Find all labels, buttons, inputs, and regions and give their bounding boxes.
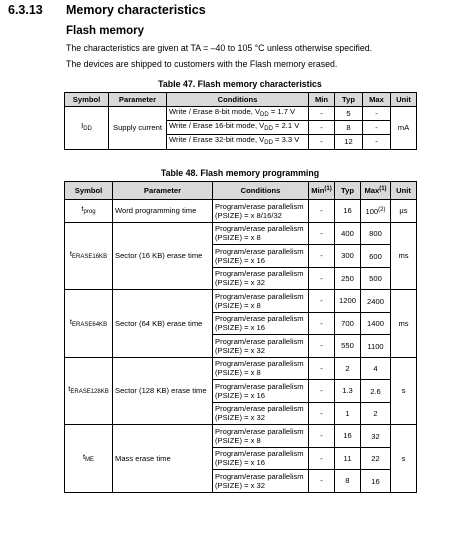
parameter-cell: Word programming time	[113, 200, 213, 223]
typ-cell: 12	[335, 135, 363, 149]
max-cell	[361, 357, 391, 380]
typ-cell: 8	[335, 121, 363, 135]
conditions-cell	[213, 245, 309, 268]
typ-cell: 1200	[335, 290, 361, 313]
max-value: 22	[371, 454, 380, 464]
parameter-cell: Sector (16 KB) erase time	[113, 222, 213, 290]
min-cell: -	[309, 380, 335, 403]
conditions-line1: Program/erase parallelism	[215, 336, 304, 346]
conditions-cell	[213, 380, 309, 403]
conditions-line1: Program/erase parallelism	[215, 449, 304, 459]
header-parameter: Parameter	[109, 93, 167, 107]
conditions-line2: (PSIZE) = x 8	[215, 233, 261, 243]
header-unit: Unit	[391, 93, 417, 107]
table-row	[65, 290, 417, 313]
table-row	[65, 107, 417, 121]
typ-cell: 250	[335, 267, 361, 290]
max-value: 100	[365, 206, 379, 216]
conditions-text: Write / Erase 16-bit mode, V	[169, 121, 265, 131]
conditions-sub: DD	[264, 126, 273, 133]
typ-cell: 8	[335, 470, 361, 493]
max-cell: -	[363, 107, 391, 121]
conditions-text: Write / Erase 8-bit mode, V	[169, 107, 261, 116]
conditions-line1: Program/erase parallelism	[215, 269, 304, 279]
unit-cell: ms	[391, 222, 417, 290]
symbol-sub: ME	[85, 456, 95, 463]
typ-cell: 2	[335, 357, 361, 380]
min-cell: -	[309, 425, 335, 448]
conditions-line2: (PSIZE) = x 32	[215, 480, 266, 490]
conditions-line1: Program/erase parallelism	[215, 224, 304, 234]
header-max: Max$^{(1)}$	[361, 182, 391, 200]
conditions-cell	[213, 447, 309, 470]
max-value: 500	[369, 274, 382, 284]
table-row	[65, 357, 417, 380]
conditions-line1: Program/erase parallelism	[215, 246, 304, 256]
table-row	[65, 425, 417, 448]
min-cell: -	[309, 290, 335, 313]
symbol-base: I	[81, 121, 84, 131]
symbol-sub: ERASE128KB	[70, 389, 109, 396]
conditions-cell	[213, 425, 309, 448]
header-max-note: (1)	[379, 186, 387, 193]
parameter-cell: Supply current	[109, 107, 167, 150]
typ-cell: 16	[335, 200, 361, 223]
header-parameter: Parameter	[113, 182, 213, 200]
conditions-sub: DD	[260, 112, 269, 118]
flash-programming-table	[64, 181, 417, 493]
conditions-line2: (PSIZE) = x 16	[215, 323, 266, 333]
symbol-cell	[65, 425, 113, 493]
conditions-line2: (PSIZE) = x 16	[215, 458, 266, 468]
max-value: 800	[369, 229, 382, 239]
conditions-cell	[213, 402, 309, 425]
symbol-cell	[65, 200, 113, 223]
max-cell	[361, 245, 391, 268]
unit-cell: s	[391, 357, 417, 425]
parameter-cell: Sector (128 KB) erase time	[113, 357, 213, 425]
conditions-cell	[213, 200, 309, 223]
max-cell: -	[363, 135, 391, 149]
conditions-line1: Program/erase parallelism	[215, 314, 304, 324]
min-cell: -	[309, 245, 335, 268]
conditions-cell	[167, 107, 309, 121]
symbol-sub: prog	[83, 209, 96, 216]
max-cell	[361, 267, 391, 290]
symbol-base: t	[82, 451, 86, 461]
symbol-sub: DD	[83, 126, 92, 133]
unit-cell: mA	[391, 107, 417, 150]
conditions-line2: (PSIZE) = x 8	[215, 435, 261, 445]
conditions-tail: = 3.3 V	[272, 135, 300, 145]
conditions-line2: (PSIZE) = x 32	[215, 278, 266, 288]
header-unit: Unit	[391, 182, 417, 200]
typ-cell: 400	[335, 222, 361, 245]
table-header-row	[65, 93, 417, 107]
conditions-line1: Program/erase parallelism	[215, 381, 304, 391]
conditions-line2: (PSIZE) = x 8/16/32	[215, 210, 282, 220]
parameter-cell: Mass erase time	[113, 425, 213, 493]
max-value: 2.6	[370, 386, 381, 396]
header-min: Min	[309, 93, 335, 107]
conditions-cell	[213, 267, 309, 290]
header-max: Max	[363, 93, 391, 107]
max-value: 32	[371, 431, 380, 441]
max-cell	[361, 380, 391, 403]
typ-cell: 550	[335, 335, 361, 358]
table-row	[65, 222, 417, 245]
paragraph-shipping: The devices are shipped to customers with the Flash memory erased.	[66, 59, 338, 69]
table47-caption: Table 47. Flash memory characteristics	[158, 79, 322, 89]
min-cell: -	[309, 470, 335, 493]
conditions-cell	[213, 222, 309, 245]
conditions-line2: (PSIZE) = x 8	[215, 300, 261, 310]
section-title: Memory characteristics	[66, 3, 206, 17]
unit-cell: ms	[391, 290, 417, 358]
max-cell	[361, 200, 391, 223]
conditions-line2: (PSIZE) = x 16	[215, 390, 266, 400]
min-cell: -	[309, 222, 335, 245]
min-cell: -	[309, 402, 335, 425]
conditions-line2: (PSIZE) = x 32	[215, 413, 266, 423]
symbol-base: t	[68, 384, 71, 394]
conditions-line2: (PSIZE) = x 8	[215, 368, 261, 378]
unit-cell: µs	[391, 200, 417, 223]
max-cell	[361, 222, 391, 245]
symbol-sub: ERASE16KB	[72, 254, 108, 261]
max-value: 2400	[367, 296, 384, 306]
typ-cell: 1	[335, 402, 361, 425]
max-cell	[361, 470, 391, 493]
symbol-base: t	[69, 316, 73, 326]
table-row	[65, 200, 417, 223]
section-number: 6.3.13	[8, 3, 43, 17]
section-heading	[8, 3, 206, 17]
header-typ: Typ	[335, 182, 361, 200]
max-value: 4	[373, 364, 378, 374]
symbol-cell	[65, 290, 113, 358]
conditions-line2: (PSIZE) = x 16	[215, 255, 266, 265]
header-conditions: Conditions	[213, 182, 309, 200]
max-cell	[361, 290, 391, 313]
conditions-line1: Program/erase parallelism	[215, 404, 304, 414]
conditions-cell	[213, 290, 309, 313]
parameter-cell: Sector (64 KB) erase time	[113, 290, 213, 358]
symbol-cell	[65, 107, 109, 150]
typ-cell: 5	[335, 107, 363, 121]
max-value: 16	[371, 476, 380, 486]
max-value: 1100	[367, 341, 384, 351]
min-cell: -	[309, 267, 335, 290]
conditions-text: Write / Erase 32-bit mode, V	[169, 135, 265, 145]
conditions-line1: Program/erase parallelism	[215, 201, 304, 211]
min-cell: -	[309, 312, 335, 335]
min-cell: -	[309, 200, 335, 223]
header-symbol: Symbol	[65, 182, 113, 200]
min-cell: -	[309, 335, 335, 358]
typ-cell: 1.3	[335, 380, 361, 403]
conditions-line1: Program/erase parallelism	[215, 471, 304, 481]
symbol-cell	[65, 357, 113, 425]
typ-cell: 300	[335, 245, 361, 268]
conditions-cell	[213, 312, 309, 335]
conditions-cell	[167, 121, 309, 135]
min-cell: -	[309, 357, 335, 380]
symbol-base: t	[69, 249, 73, 259]
typ-cell: 11	[335, 447, 361, 470]
conditions-cell	[167, 135, 309, 149]
subsection-heading: Flash memory	[66, 25, 144, 37]
max-value: 2	[373, 409, 378, 419]
max-cell	[361, 312, 391, 335]
max-cell	[361, 402, 391, 425]
max-cell	[361, 447, 391, 470]
header-min-note: (1)	[324, 186, 332, 193]
conditions-tail: = 2.1 V	[272, 121, 300, 131]
conditions-line2: (PSIZE) = x 32	[215, 345, 266, 355]
typ-cell: 700	[335, 312, 361, 335]
max-cell	[361, 425, 391, 448]
unit-cell: s	[391, 425, 417, 493]
conditions-line1: Program/erase parallelism	[215, 359, 304, 369]
table48-caption: Table 48. Flash memory programming	[160, 168, 320, 178]
conditions-cell	[213, 335, 309, 358]
conditions-line1: Program/erase parallelism	[215, 426, 304, 436]
conditions-tail: = 1.7 V	[268, 107, 296, 116]
flash-characteristics-table	[64, 92, 417, 150]
symbol-cell	[65, 222, 113, 290]
conditions-sub: DD	[264, 140, 273, 147]
header-typ: Typ	[335, 93, 363, 107]
header-conditions: Conditions	[167, 93, 309, 107]
table-header-row	[65, 182, 417, 200]
min-cell: -	[309, 107, 335, 121]
header-symbol: Symbol	[65, 93, 109, 107]
max-value: 600	[369, 251, 382, 261]
typ-cell: 16	[335, 425, 361, 448]
max-cell: -	[363, 121, 391, 135]
header-min: Min$^{(1)}$	[309, 182, 335, 200]
symbol-base: t	[81, 204, 84, 214]
max-value: 1400	[367, 319, 384, 329]
conditions-cell	[213, 357, 309, 380]
max-note: (2)	[378, 206, 386, 213]
paragraph-conditions: The characteristics are given at TA = –40 to 105 °C unless otherwise specified.	[66, 43, 373, 53]
conditions-line1: Program/erase parallelism	[215, 291, 304, 301]
min-cell: -	[309, 447, 335, 470]
conditions-cell	[213, 470, 309, 493]
symbol-sub: ERASE64KB	[72, 321, 108, 328]
min-cell: -	[309, 135, 335, 149]
min-cell: -	[309, 121, 335, 135]
max-cell	[361, 335, 391, 358]
